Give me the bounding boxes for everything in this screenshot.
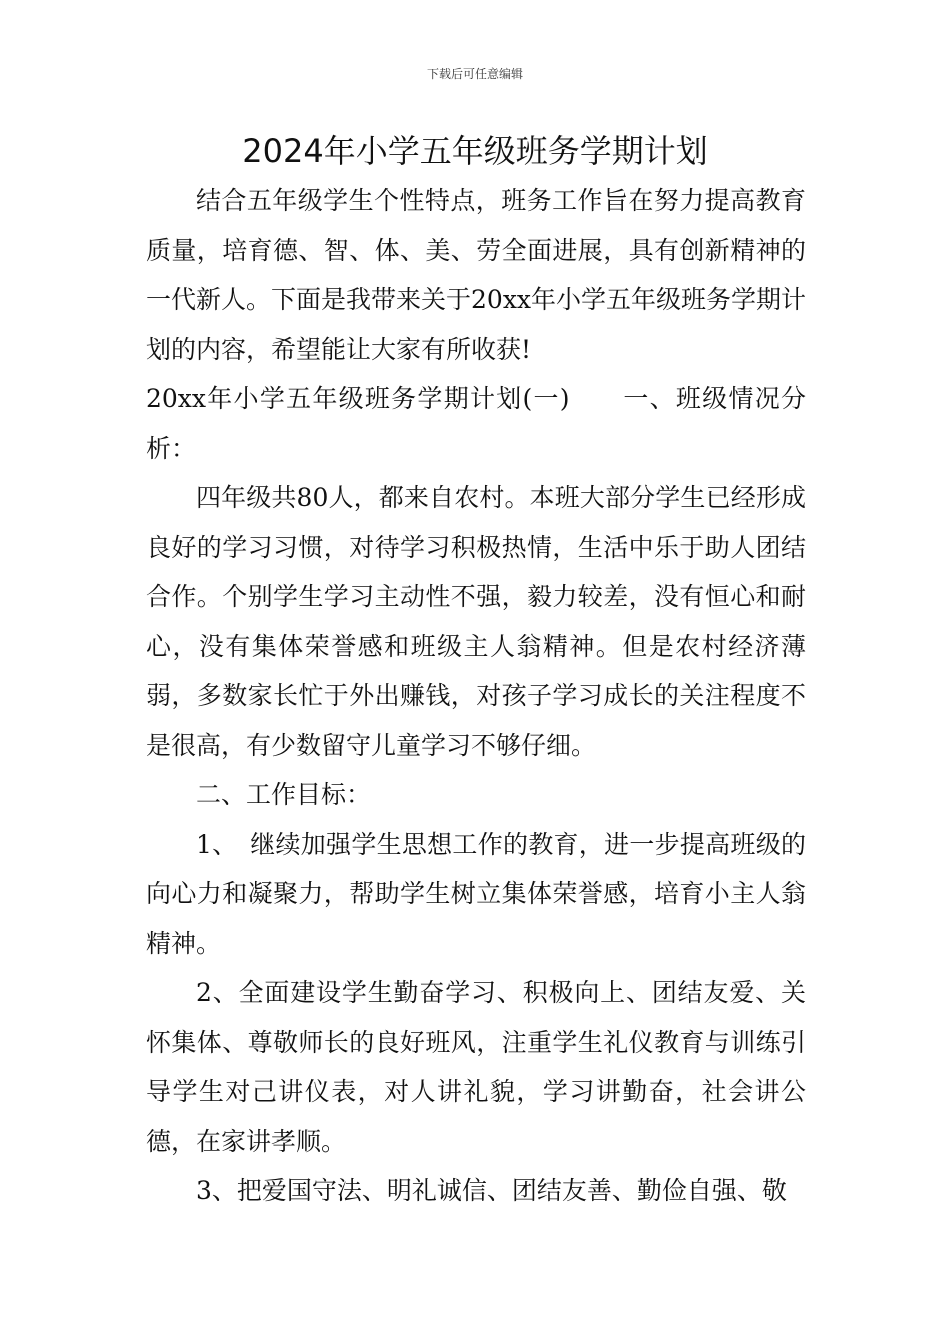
paragraph-goals-heading: 二、工作目标： — [196, 780, 372, 809]
paragraph-section-heading: 20xx年小学五年级班务学期计划(一) 一、班级情况分析： — [146, 384, 806, 463]
document-title: 2024年小学五年级班务学期计划 — [242, 132, 708, 170]
paragraph-goal-2: 2、全面建设学生勤奋学习、积极向上、团结友爱、关怀集体、尊敬师长的良好班风，注重学生礼仪教育与训练引导学生对己讲仪表，对人讲礼貌，学习讲勤奋，社会讲公德，在家讲孝顺。 — [146, 978, 806, 1156]
header-note: 下载后可任意编辑 — [426, 67, 523, 81]
paragraph-class-analysis: 四年级共80人，都来自农村。本班大部分学生已经形成良好的学习习惯，对待学习积极热情，生活中乐于助人团结合作。个别学生学习主动性不强，毅力较差，没有恒心和耐心，没有集体荣誉感和班级主人翁精神。但是农村经济薄弱，多数家长忙于外出赚钱，对孩子学习成长的关注程度不是很高，有少数留守儿童学习不够仔细。 — [146, 483, 806, 760]
paragraph-intro: 结合五年级学生个性特点，班务工作旨在努力提高教育质量，培育德、智、体、美、劳全面进展，具有创新精神的一代新人。下面是我带来关于20xx年小学五年级班务学期计划的内容，希望能让大家有所收获! — [146, 186, 807, 364]
paragraph-goal-1: 1、 继续加强学生思想工作的教育，进一步提高班级的向心力和凝聚力，帮助学生树立集体荣誉感，培育小主人翁精神。 — [146, 829, 806, 958]
document-body — [146, 176, 806, 1216]
paragraph-goal-3: 3、把爱国守法、明礼诚信、团结友善、勤俭自强、敬 — [196, 1176, 787, 1205]
